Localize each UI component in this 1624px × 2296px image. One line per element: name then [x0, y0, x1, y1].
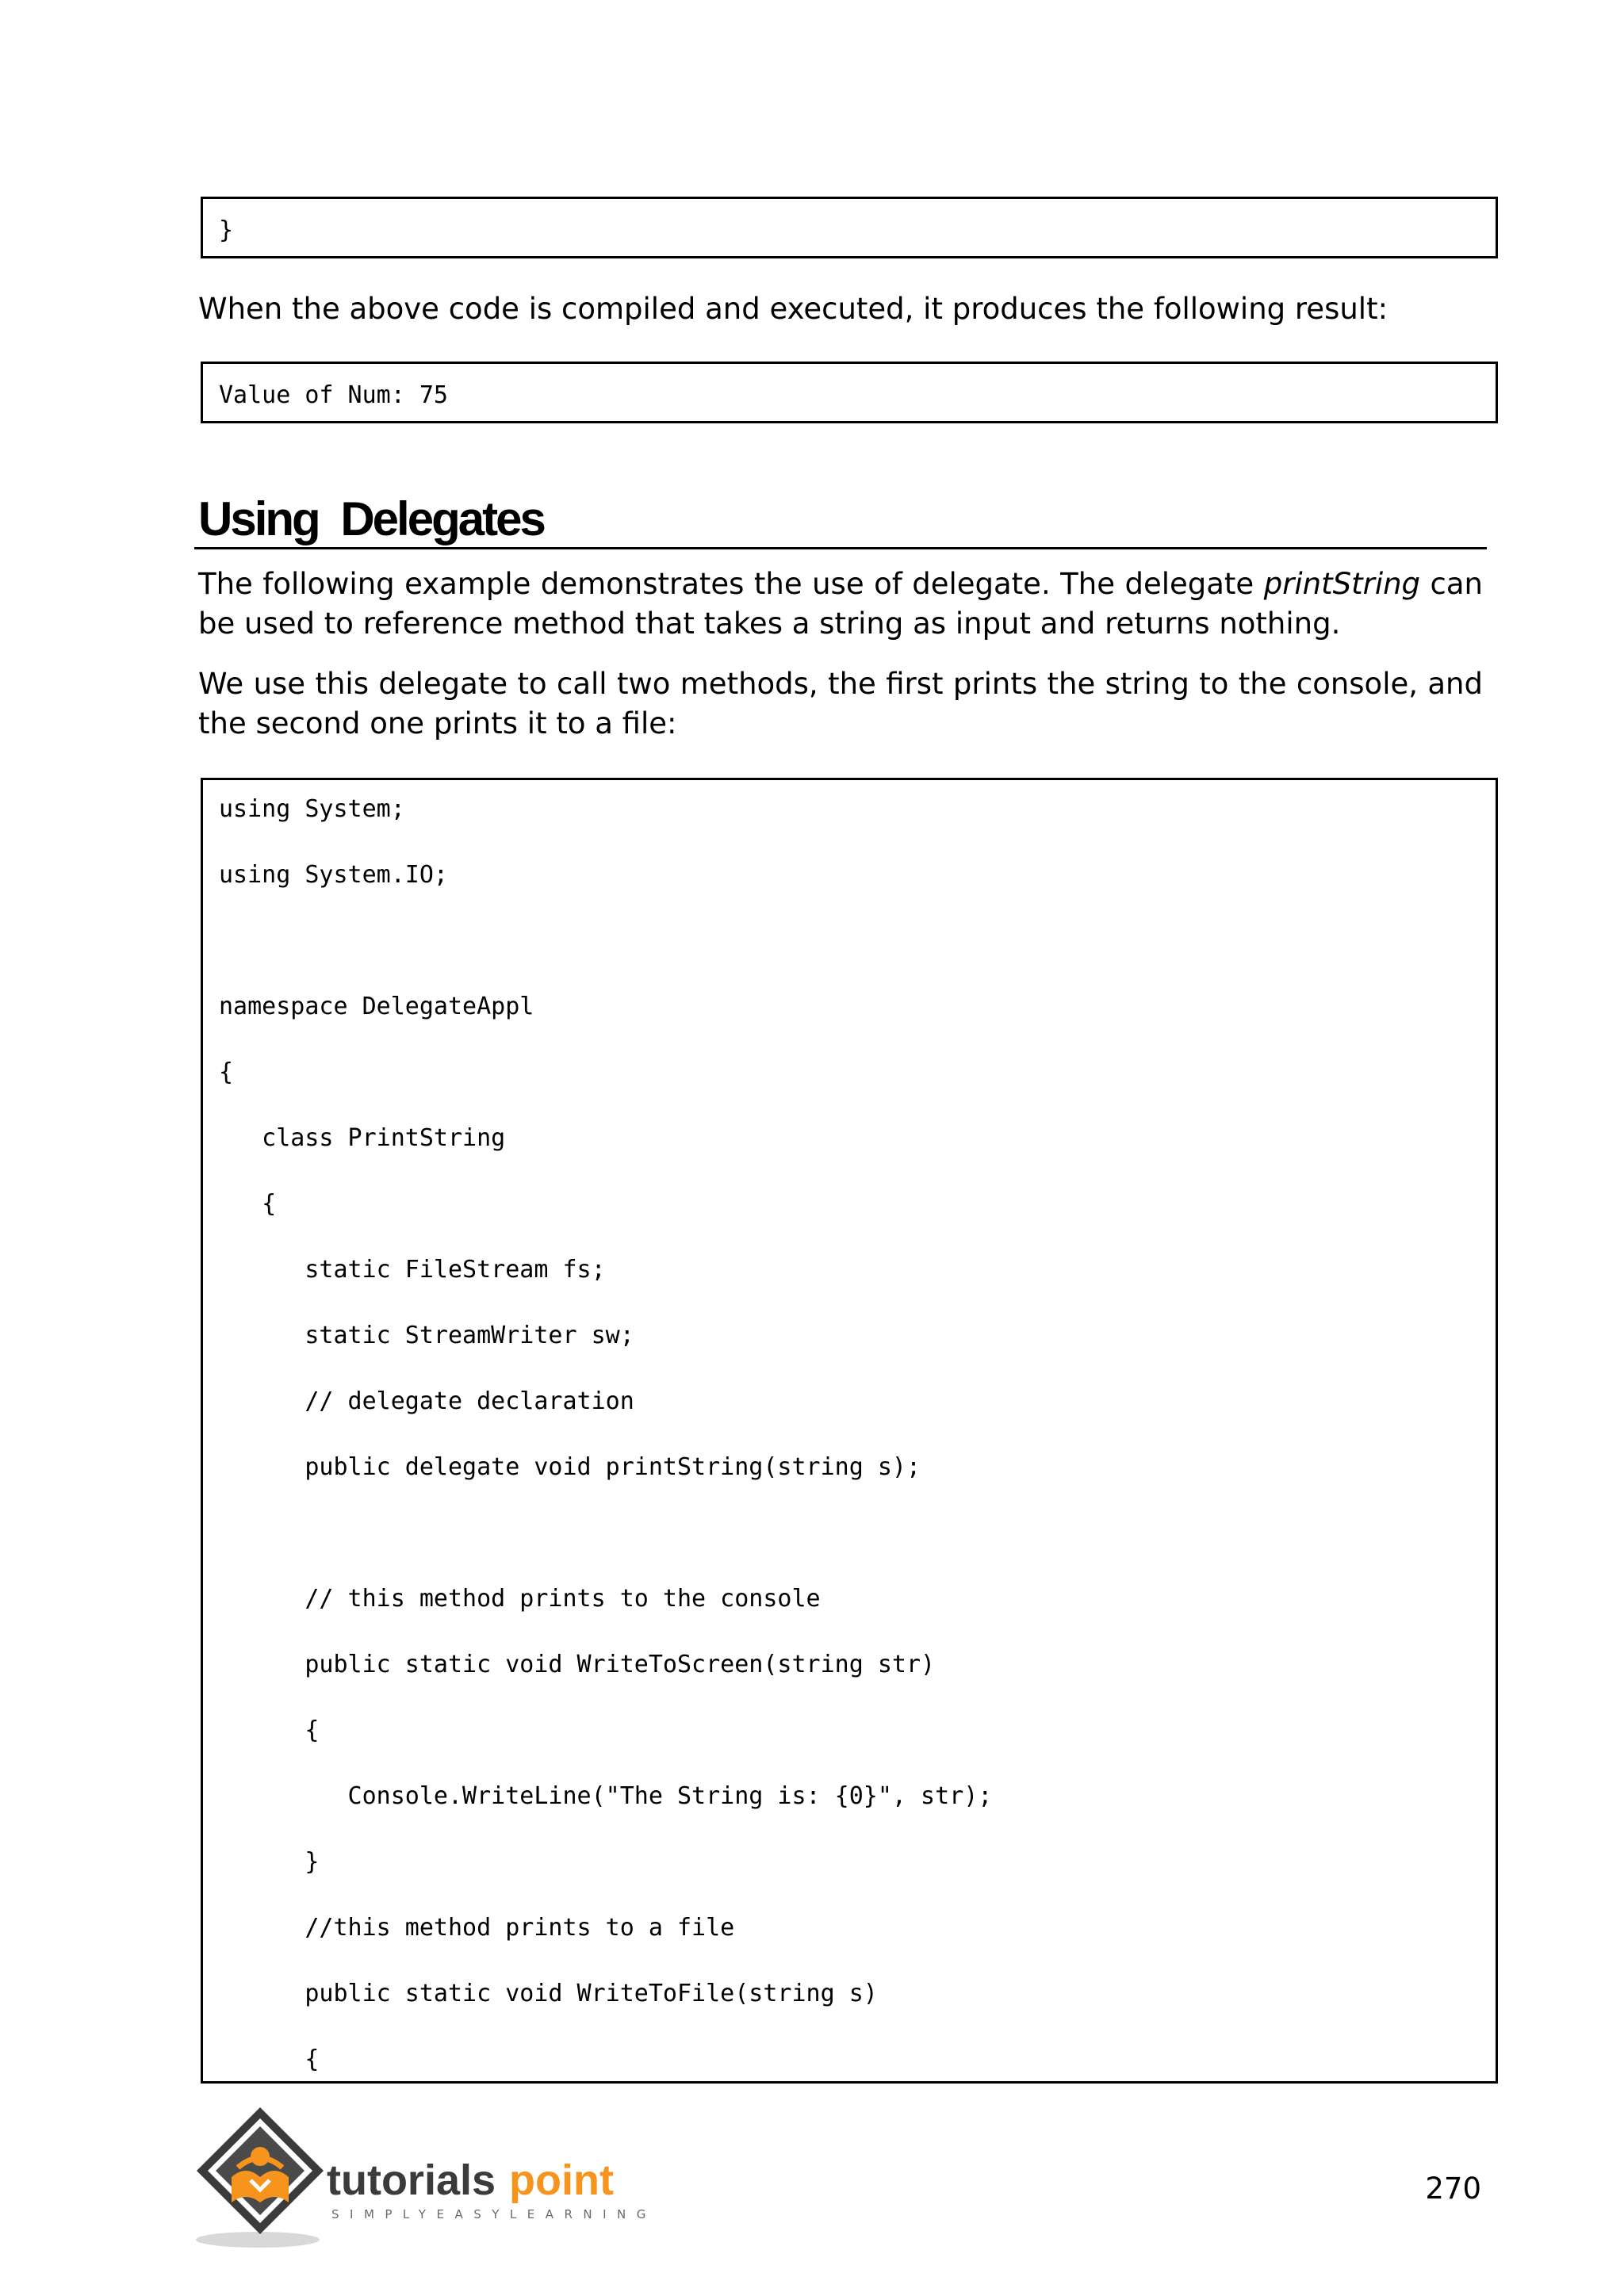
delegate-name-italic: printString — [1263, 567, 1421, 601]
code-line: // this method prints to the console — [219, 1585, 821, 1613]
code-line: static FileStream fs; — [219, 1256, 606, 1284]
code-line: namespace DelegateAppl — [219, 993, 534, 1020]
code-line: { — [219, 1058, 234, 1086]
code-line: { — [219, 2045, 320, 2073]
code-line: public static void WriteToFile(string s) — [219, 1980, 878, 2007]
code-line: } — [219, 216, 234, 244]
code-line: public static void WriteToScreen(string str) — [219, 1651, 936, 1678]
paragraph-text: can be used to reference method that takes a string as input and returns nothing. — [198, 567, 1483, 641]
logo-word-dark: tutorials — [327, 2156, 496, 2204]
paragraph-delegate-intro — [198, 564, 1483, 644]
code-block-top — [201, 197, 1498, 258]
page-number: 270 — [1425, 2172, 1481, 2206]
code-block-main — [201, 778, 1498, 2084]
code-line: public delegate void printString(string s); — [219, 1453, 921, 1481]
logo-tagline: SIMPLYEASYLEARNING — [331, 2207, 650, 2221]
code-line: { — [219, 1716, 320, 1744]
code-line: using System; — [219, 795, 405, 823]
logo-word-accent: point — [509, 2156, 614, 2204]
code-line: static StreamWriter sw; — [219, 1322, 634, 1349]
section-heading: Using Delegates — [198, 492, 544, 545]
paragraph-text: The following example demonstrates the use of delegate. The delegate — [198, 567, 1264, 601]
code-line: using System.IO; — [219, 861, 448, 889]
paragraph-delegate-usage: We use this delegate to call two methods, the first prints the string to the console, and the second one prints it to a file: — [198, 667, 1483, 740]
tutorialspoint-logo — [190, 2101, 650, 2252]
heading-underline — [194, 547, 1487, 549]
code-line: //this method prints to a file — [219, 1914, 735, 1942]
code-line: Console.WriteLine("The String is: {0}", str); — [219, 1782, 993, 1810]
code-line: class PrintString — [219, 1124, 506, 1152]
code-line: } — [219, 1848, 320, 1876]
result-intro-text: When the above code is compiled and executed, it produces the following result: — [198, 292, 1388, 326]
output-line: Value of Num: 75 — [219, 381, 448, 409]
output-block — [201, 362, 1498, 423]
code-line: // delegate declaration — [219, 1387, 634, 1415]
logo-shadow — [196, 2232, 320, 2248]
code-line: { — [219, 1190, 277, 1218]
